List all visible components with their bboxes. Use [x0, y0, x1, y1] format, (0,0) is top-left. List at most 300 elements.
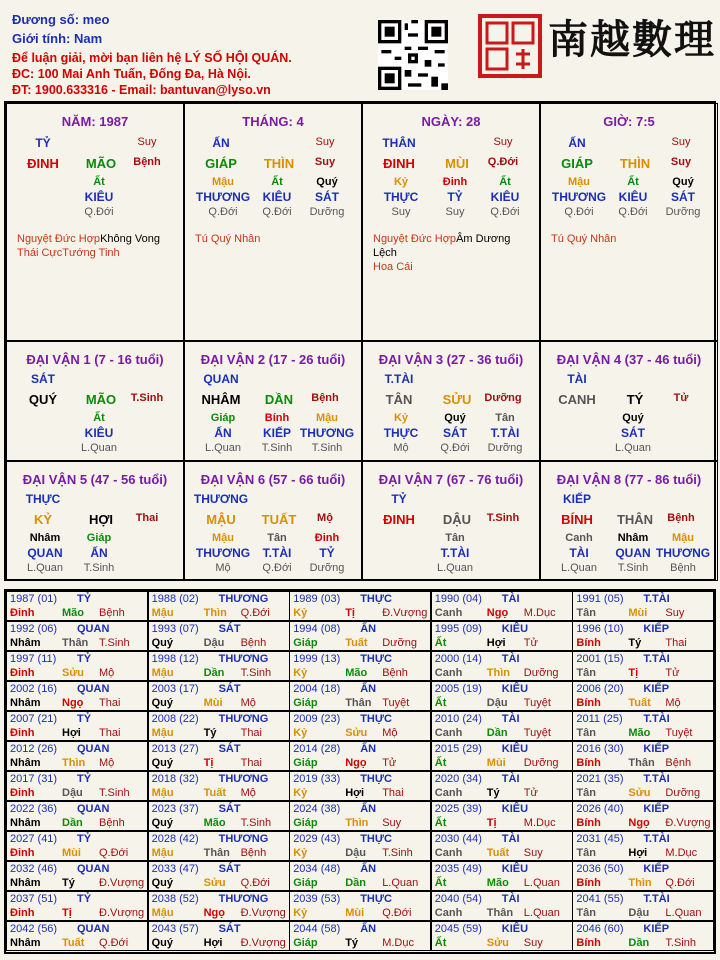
year-branch: Mùi [203, 697, 223, 709]
year-branch: Tuất [628, 697, 651, 709]
branch-state: Thai [135, 512, 159, 524]
year-label: 2010 (24) [434, 713, 482, 725]
year-ten-god: T.TÀI [643, 833, 670, 845]
year-branch: Tuất [62, 937, 85, 949]
hidden-ten-god: THƯƠNG [299, 426, 355, 440]
hidden-state: Dưỡng [309, 206, 345, 218]
stem-state: Suy [315, 136, 335, 148]
hidden-state: T.Sinh [617, 562, 649, 574]
year-cell [148, 771, 290, 801]
year-branch: Sửu [203, 877, 226, 889]
year-stem: Mậu [151, 607, 174, 619]
year-stem: Ất [434, 817, 447, 829]
year-state: Bệnh [99, 607, 125, 619]
year-stem: Quý [151, 937, 173, 949]
earthly-branch: THÌN [619, 156, 651, 171]
year-cell [572, 591, 714, 621]
ten-god-label: SÁT [31, 372, 55, 386]
year-cell [6, 621, 148, 651]
year-cell [431, 771, 573, 801]
luck-cell-3 [362, 341, 540, 461]
year-state: T.Sinh [99, 637, 130, 649]
year-state: L.Quan [665, 907, 702, 919]
hidden-ten-god: KIÊU [262, 190, 292, 204]
year-ten-god: SÁT [218, 863, 241, 875]
hidden-ten-god: THƯƠNG [551, 190, 607, 204]
hidden-state: Q.Đới [262, 206, 292, 218]
year-state: Suy [523, 937, 543, 949]
year-cell [6, 741, 148, 771]
year-ten-god: QUAN [77, 923, 110, 935]
year-state: Q.Đới [99, 847, 129, 859]
year-state: Tử [665, 667, 680, 679]
year-branch: Dần [62, 817, 83, 829]
luck-cell-2 [184, 341, 362, 461]
year-branch: Tuất [345, 637, 368, 649]
year-label: 2038 (52) [151, 893, 199, 905]
hidden-ten-god: KIẾP [262, 426, 291, 440]
year-ten-god: TỶ [77, 653, 92, 665]
year-ten-god: T.TÀI [643, 653, 670, 665]
hidden-ten-god: ẤN [214, 426, 232, 440]
year-ten-god: ẤN [360, 803, 377, 815]
year-cell [6, 921, 148, 951]
year-ten-god: TÀI [501, 593, 520, 605]
year-ten-god: T.TÀI [643, 773, 670, 785]
branch-state: Mộ [317, 512, 333, 524]
year-label: 1992 (06) [10, 623, 58, 635]
ten-god-label: TỶ [35, 136, 51, 150]
yearly-table [4, 589, 716, 954]
year-label: 2036 (50) [576, 863, 624, 875]
year-branch: Dần [203, 667, 225, 679]
year-cell [148, 651, 290, 681]
hidden-stem: Kỷ [393, 412, 409, 424]
year-stem: Quý [151, 637, 173, 649]
contact-note: Để luận giải, mời bạn liên hệ LÝ SỐ HỘI QUÁN. [12, 51, 292, 65]
year-ten-god: TÀI [501, 713, 520, 725]
year-label: 2017 (31) [10, 773, 58, 785]
hidden-ten-god: T.TÀI [440, 546, 470, 560]
year-cell [148, 801, 290, 831]
luck-heading: ĐẠI VẬN 7 (67 - 76 tuổi) [378, 472, 524, 487]
hidden-ten-god: KIÊU [84, 190, 114, 204]
year-state: Dưỡng [665, 787, 701, 799]
year-cell [6, 591, 148, 621]
year-stem: Kỷ [293, 667, 308, 679]
ten-god-label: THÂN [382, 136, 416, 150]
year-label: 2023 (37) [151, 803, 199, 815]
address: ĐC: 100 Mai Anh Tuấn, Đống Đa, Hà Nội. [12, 67, 251, 81]
year-branch: Thìn [203, 607, 227, 619]
hidden-ten-god: TỶ [319, 546, 335, 560]
hidden-ten-god: KIÊU [84, 426, 114, 440]
year-branch: Mão [628, 727, 651, 739]
earthly-branch: MÃO [85, 156, 117, 171]
year-branch: Ngọ [203, 907, 225, 919]
year-stem: Canh [434, 607, 463, 619]
hidden-state: Dưỡng [309, 562, 345, 574]
year-cell [148, 831, 290, 861]
year-ten-god: TỶ [77, 593, 92, 605]
year-cell [431, 861, 573, 891]
year-state: Q.Đới [99, 937, 129, 949]
luck-cell-6 [184, 461, 362, 581]
pillar-grid [4, 101, 716, 581]
hidden-stem: Canh [565, 532, 593, 544]
luck-heading: ĐẠI VẬN 2 (17 - 26 tuổi) [200, 352, 346, 367]
year-stem: Bính [576, 757, 601, 769]
year-cell [289, 771, 431, 801]
hidden-state: T.Sinh [83, 562, 115, 574]
year-stem: Kỷ [293, 727, 308, 739]
year-stem: Nhâm [10, 637, 41, 649]
year-stem: Đinh [10, 847, 35, 859]
hidden-ten-god: T.TÀI [262, 546, 292, 560]
year-ten-god: TỶ [77, 833, 92, 845]
luck-heading: ĐẠI VẬN 1 (7 - 16 tuổi) [26, 352, 164, 367]
branch-state: Dưỡng [484, 392, 522, 404]
year-cell [431, 591, 573, 621]
stem-state: Suy [137, 136, 157, 148]
hidden-ten-god: THƯƠNG [655, 546, 711, 560]
year-branch: Dậu [628, 907, 650, 919]
special-star: Nguyệt Đức Hợp [17, 233, 101, 245]
year-stem: Nhâm [10, 877, 41, 889]
year-label: 2044 (58) [293, 923, 341, 935]
year-cell [6, 681, 148, 711]
year-cell [6, 831, 148, 861]
year-state: Tử [382, 757, 397, 769]
year-cell [289, 621, 431, 651]
year-state: Tử [523, 637, 538, 649]
year-label: 2027 (41) [10, 833, 58, 845]
year-cell [572, 681, 714, 711]
hidden-stem: Ất [93, 412, 105, 424]
year-branch: Ngọ [486, 607, 509, 619]
special-stars [195, 232, 359, 246]
heavenly-stem: MẬU [206, 512, 236, 527]
year-stem: Ất [434, 697, 447, 709]
ten-god-label: TỶ [391, 492, 407, 506]
year-label: 1988 (02) [151, 593, 199, 605]
year-state: Đ.Vượng [99, 907, 145, 919]
year-ten-god: SÁT [218, 803, 241, 815]
year-cell [572, 771, 714, 801]
year-branch: Mùi [345, 907, 365, 919]
year-ten-god: ẤN [360, 683, 377, 695]
year-label: 2004 (18) [293, 683, 341, 695]
hidden-ten-god: THỰC [383, 426, 419, 440]
earthly-branch: SỬU [442, 392, 472, 407]
year-ten-god: TÀI [501, 653, 520, 665]
earthly-branch: MÙI [445, 156, 469, 171]
year-cell [148, 921, 290, 951]
year-cell [572, 651, 714, 681]
year-cell [148, 861, 290, 891]
year-branch: Thân [345, 697, 372, 709]
luck-cell-7 [362, 461, 540, 581]
year-state: T.Sinh [382, 847, 413, 859]
hidden-state: T.Sinh [261, 442, 293, 454]
year-state: Tuyệt [523, 697, 551, 709]
year-label: 2045 (59) [434, 923, 482, 935]
year-state: Thai [240, 757, 262, 769]
year-ten-god: KIẾP [643, 863, 670, 875]
year-branch: Tý [628, 637, 642, 649]
year-cell [572, 741, 714, 771]
year-branch: Dần [345, 877, 366, 889]
year-state: Đ.Vượng [240, 907, 286, 919]
hidden-state: L.Quan [560, 562, 598, 574]
year-branch: Ngọ [62, 697, 84, 709]
year-label: 2042 (56) [10, 923, 58, 935]
year-branch: Mùi [62, 847, 81, 859]
year-branch: Dần [486, 727, 508, 739]
year-stem: Ất [434, 757, 447, 769]
year-state: Q.Đới [240, 877, 270, 889]
special-stars [17, 232, 181, 260]
year-state: Mộ [240, 697, 256, 709]
branch-state: Suy [670, 156, 692, 168]
year-stem: Canh [434, 727, 463, 739]
year-cell [431, 831, 573, 861]
year-stem: Ất [434, 877, 447, 889]
hidden-stem: Đinh [442, 176, 468, 188]
year-label: 2007 (21) [10, 713, 58, 725]
year-stem: Giáp [293, 697, 318, 709]
year-ten-god: KIÊU [501, 683, 529, 695]
year-label: 2009 (23) [293, 713, 341, 725]
year-ten-god: QUAN [77, 623, 110, 635]
year-ten-god: THỰC [360, 893, 392, 905]
year-branch: Mùi [628, 607, 648, 619]
year-stem: Mậu [151, 787, 174, 799]
earthly-branch: MÃO [85, 392, 117, 407]
hidden-ten-god: TÀI [569, 546, 589, 560]
year-state: Bệnh [240, 847, 267, 859]
year-branch: Hợi [345, 787, 365, 799]
year-state: Dưỡng [523, 757, 559, 769]
year-ten-god: THƯƠNG [218, 713, 269, 725]
year-ten-god: TỶ [77, 713, 92, 725]
hidden-stem: Ất [271, 176, 283, 188]
year-state: Tuyệt [523, 727, 551, 739]
year-state: T.Sinh [240, 667, 272, 679]
year-cell [572, 891, 714, 921]
hidden-state: L.Quan [436, 562, 474, 574]
year-stem: Kỷ [293, 907, 308, 919]
hidden-state: L.Quan [26, 562, 64, 574]
year-stem: Mậu [151, 667, 174, 679]
branch-state: T.Sinh [130, 392, 164, 404]
year-ten-god: ẤN [360, 863, 377, 875]
year-branch: Tý [203, 727, 217, 739]
year-cell [572, 621, 714, 651]
year-stem: Bính [576, 637, 601, 649]
year-label: 2021 (35) [576, 773, 624, 785]
hidden-state: Q.Đới [208, 206, 238, 218]
year-stem: Quý [151, 817, 173, 829]
year-state: Suy [665, 607, 685, 619]
special-star: Tú Quý Nhân [551, 233, 617, 245]
year-label: 1989 (03) [293, 593, 341, 605]
year-cell [572, 801, 714, 831]
hidden-stem: Tân [267, 532, 287, 544]
hidden-state: Q.Đới [564, 206, 594, 218]
year-stem: Quý [151, 877, 173, 889]
hidden-state: L.Quan [614, 442, 652, 454]
year-state: Q.Đới [382, 907, 412, 919]
year-stem: Đinh [10, 667, 35, 679]
special-star: Tướng Tinh [62, 247, 120, 259]
year-branch: Dần [628, 937, 650, 949]
year-state: Mộ [99, 757, 115, 769]
special-star: Hoa Cái [373, 261, 413, 273]
year-cell [6, 801, 148, 831]
year-state: Q.Đới [665, 877, 695, 889]
year-stem: Giáp [293, 937, 318, 949]
year-cell [289, 741, 431, 771]
year-branch: Thìn [628, 877, 652, 889]
year-state: Bệnh [665, 757, 692, 769]
year-branch: Thân [486, 907, 514, 919]
hidden-stem: Nhâm [617, 532, 649, 544]
heavenly-stem: NHÂM [201, 392, 241, 407]
year-cell [431, 801, 573, 831]
year-state: Tuyệt [665, 727, 693, 739]
year-branch: Sửu [628, 787, 651, 799]
hidden-stem: Mậu [672, 532, 694, 544]
year-state: Tử [523, 787, 538, 799]
heavenly-stem: QUÝ [28, 392, 58, 407]
ten-god-label: ẤN [212, 136, 230, 150]
hidden-stem: Quý [672, 176, 694, 188]
year-ten-god: KIẾP [643, 743, 670, 755]
earthly-branch: THÂN [616, 512, 654, 527]
ten-god-label: THỰC [25, 492, 61, 506]
year-label: 1995 (09) [434, 623, 482, 635]
year-ten-god: T.TÀI [643, 713, 670, 725]
year-label: 2015 (29) [434, 743, 482, 755]
hidden-stem: Bính [264, 412, 290, 424]
year-label: 2028 (42) [151, 833, 199, 845]
year-stem: Bính [576, 697, 601, 709]
year-branch: Tý [486, 787, 500, 799]
hidden-ten-god: QUAN [27, 546, 63, 560]
year-cell [572, 921, 714, 951]
year-branch: Dậu [62, 787, 83, 799]
year-state: M.Dục [665, 847, 698, 859]
year-branch: Tị [345, 607, 355, 619]
year-stem: Giáp [293, 757, 318, 769]
year-cell [289, 591, 431, 621]
ten-god-label: ẤN [568, 136, 586, 150]
year-stem: Giáp [293, 637, 318, 649]
year-cell [148, 621, 290, 651]
hidden-ten-god: TỶ [447, 190, 463, 204]
year-label: 1998 (12) [151, 653, 199, 665]
year-stem: Nhâm [10, 697, 41, 709]
pillar-heading: THÁNG: 4 [242, 114, 304, 129]
hidden-ten-god: SÁT [443, 426, 467, 440]
year-stem: Tân [576, 907, 596, 919]
hidden-stem: Quý [444, 412, 466, 424]
hidden-state: Q.Đới [262, 562, 292, 574]
year-stem: Nhâm [10, 757, 41, 769]
year-stem: Ất [434, 637, 447, 649]
year-state: Thai [99, 727, 121, 739]
year-branch: Tý [345, 937, 359, 949]
year-stem: Mậu [151, 727, 174, 739]
year-stem: Tân [576, 847, 596, 859]
year-cell [289, 831, 431, 861]
branch-state: Tử [673, 392, 689, 404]
year-ten-god: THƯƠNG [218, 893, 269, 905]
year-state: Tuyệt [382, 697, 410, 709]
year-label: 2040 (54) [434, 893, 482, 905]
heavenly-stem: TÂN [385, 392, 413, 407]
year-cell [431, 921, 573, 951]
year-state: Mộ [240, 787, 256, 799]
year-ten-god: KIÊU [501, 923, 529, 935]
year-label: 2000 (14) [434, 653, 482, 665]
hidden-stem: Đinh [314, 532, 340, 544]
year-cell [6, 891, 148, 921]
ten-god-label: TÀI [567, 372, 587, 386]
year-ten-god: QUAN [77, 863, 110, 875]
year-label: 2025 (39) [434, 803, 482, 815]
hidden-stem: Quý [622, 412, 644, 424]
earthly-branch: HỢI [88, 512, 114, 527]
year-ten-god: ẤN [360, 743, 377, 755]
year-state: L.Quan [523, 877, 560, 889]
year-stem: Nhâm [10, 817, 41, 829]
year-cell [148, 681, 290, 711]
year-cell [289, 861, 431, 891]
luck-cell-1 [6, 341, 184, 461]
hidden-ten-god: SÁT [315, 190, 339, 204]
year-ten-god: TỶ [77, 893, 92, 905]
year-label: 1994 (08) [293, 623, 341, 635]
year-cell [431, 681, 573, 711]
year-label: 2006 (20) [576, 683, 624, 695]
year-ten-god: THỰC [360, 653, 392, 665]
year-branch: Tị [62, 907, 72, 919]
hidden-stem: Ất [627, 176, 639, 188]
year-ten-god: T.TÀI [643, 893, 670, 905]
special-star: Không Vong [100, 233, 161, 245]
year-branch: Sửu [486, 937, 509, 949]
special-star: Nguyệt Đức Hợp [373, 233, 457, 245]
year-label: 2016 (30) [576, 743, 624, 755]
year-stem: Đinh [10, 907, 35, 919]
year-ten-god: KIÊU [501, 863, 529, 875]
year-ten-god: T.TÀI [643, 593, 670, 605]
year-branch: Thìn [345, 817, 369, 829]
year-label: 2029 (43) [293, 833, 341, 845]
year-label: 2002 (16) [10, 683, 58, 695]
year-stem: Giáp [293, 817, 318, 829]
year-stem: Tân [576, 727, 596, 739]
earthly-branch: DẬU [442, 512, 472, 527]
year-stem: Giáp [293, 877, 318, 889]
year-cell [148, 711, 290, 741]
heavenly-stem: ĐINH [383, 512, 415, 527]
year-ten-god: THỰC [360, 833, 392, 845]
heavenly-stem: GIÁP [205, 156, 237, 171]
year-cell [431, 621, 573, 651]
